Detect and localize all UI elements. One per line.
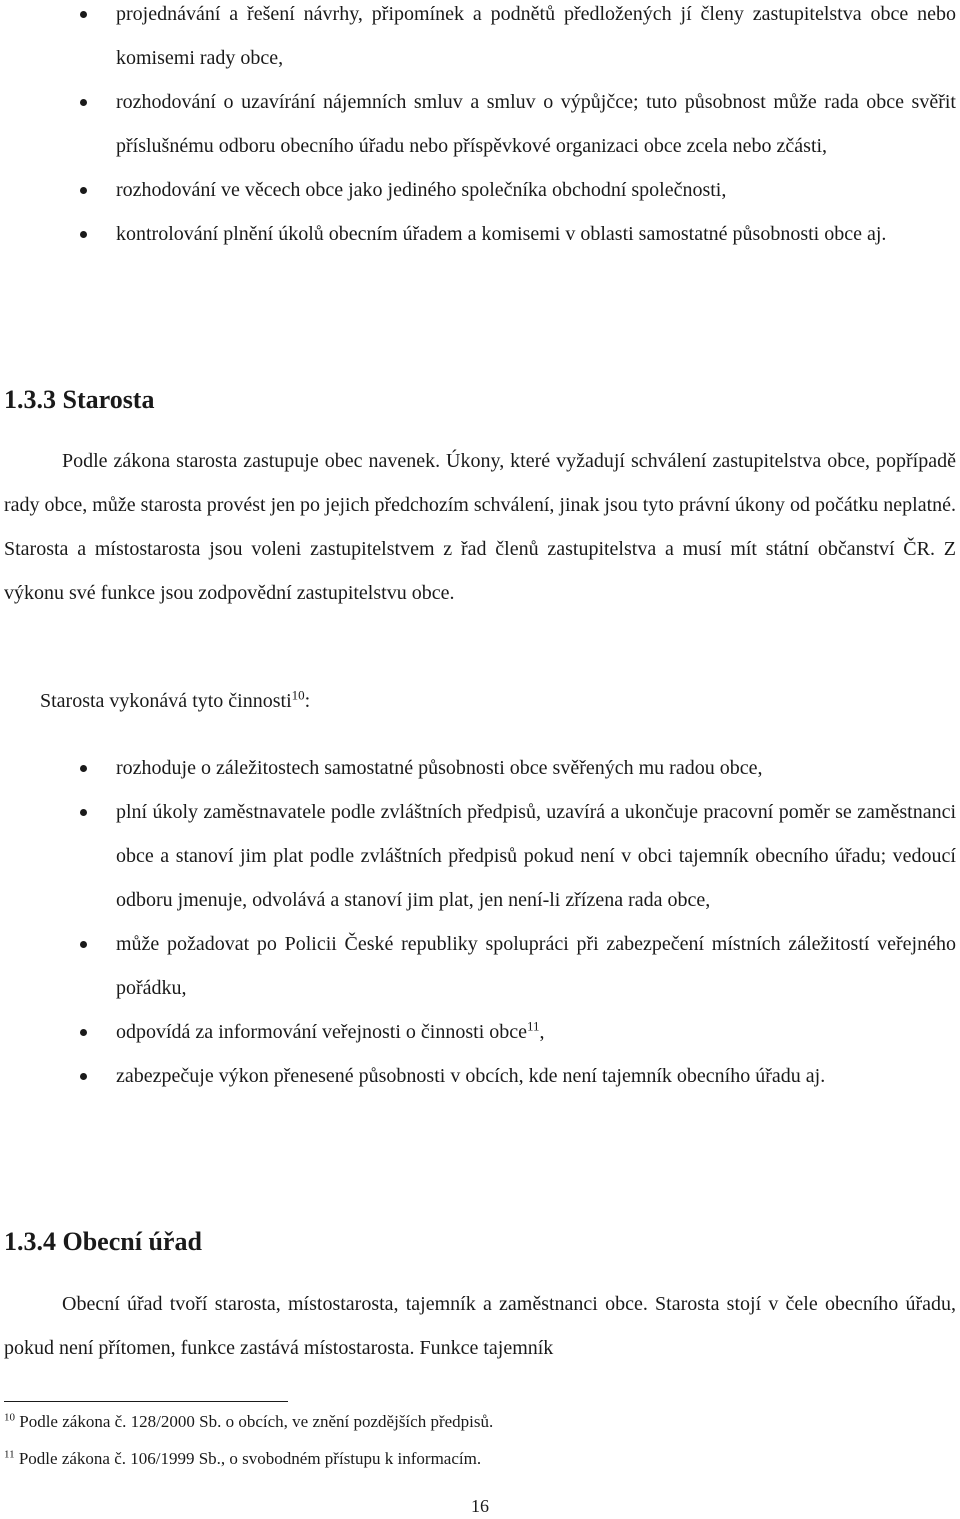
list-item: [0, 1010, 960, 1054]
list-item: [0, 0, 960, 80]
bullet-icon: [80, 99, 87, 106]
footnote: [4, 1411, 493, 1433]
footnote-number: 11: [4, 1448, 15, 1461]
footnote-ref: 11: [527, 1018, 540, 1034]
list-item: [0, 80, 960, 168]
page-number: 16: [471, 1496, 489, 1516]
list-item-text: zabezpečuje výkon přenesené působnosti v obcích, kde není tajemník obecního úřadu aj.: [116, 1065, 826, 1087]
section-heading-obecni-urad: 1.3.4 Obecní úřad: [4, 1227, 202, 1256]
footnote-text: Podle zákona č. 128/2000 Sb. o obcích, ve znění pozdějších předpisů.: [19, 1412, 494, 1431]
list-item-punct: ,: [539, 1021, 545, 1043]
list-item-text: rozhodování o uzavírání nájemních smluv a smluv o výpůjčce; tuto působnost může rada obce svěřit příslušnému odboru obecního úřadu nebo příspěvkové organizaci obce zcela nebo zčásti,: [116, 91, 956, 157]
list-item-text: plní úkoly zaměstnavatele podle zvláštních předpisů, uzavírá a ukončuje pracovní poměr se zaměstnanci obce a stanoví jim plat podle zvláštních předpisů pokud není v obci tajemník obecního úřadu; vedoucí odboru jmenuje, odvolává a stanoví jim plat, jen není-li zřízena rada obce,: [116, 801, 956, 911]
list-item-text: může požadovat po Policii České republiky spolupráci při zabezpečení místních záležitostí veřejného pořádku,: [116, 933, 956, 999]
footnote-divider: [4, 1401, 288, 1402]
mayor-duties-list: [0, 746, 960, 1098]
bullet-icon: [80, 1029, 87, 1036]
bullet-icon: [80, 941, 87, 948]
bullet-icon: [80, 11, 87, 18]
list-item: [0, 1054, 960, 1098]
paragraph-text: Obecní úřad tvoří starosta, místostarosta, tajemník a zaměstnanci obce. Starosta stojí v čele obecního úřadu, pokud není přítomen, funkce zastává místostarosta. Funkce tajemník: [4, 1293, 956, 1359]
footnote: [4, 1448, 481, 1470]
obecni-urad-paragraph: [4, 1282, 956, 1370]
intro-text: Starosta vykonává tyto činnosti: [40, 690, 292, 712]
bullet-icon: [80, 187, 87, 194]
bullet-icon: [80, 765, 87, 772]
bullet-icon: [80, 1073, 87, 1080]
footnote-ref: 10: [291, 687, 305, 703]
footnote-text: Podle zákona č. 106/1999 Sb., o svobodném přístupu k informacím.: [18, 1449, 482, 1468]
list-item-text: kontrolování plnění úkolů obecním úřadem a komisemi v oblasti samostatné působnosti obce aj.: [116, 223, 887, 245]
list-item: [0, 922, 960, 1010]
list-item: [0, 212, 960, 256]
list-item-text: odpovídá za informování veřejnosti o činnosti obce: [116, 1021, 528, 1043]
duties-intro: [40, 679, 310, 723]
footnote-number: 10: [4, 1411, 15, 1424]
list-item-text: rozhodování ve věcech obce jako jediného společníka obchodní společnosti,: [116, 179, 727, 201]
list-item-text: projednávání a řešení návrhy, připomínek a podnětů předložených jí členy zastupitelstva obce nebo komisemi rady obce,: [116, 3, 956, 69]
list-item: [0, 746, 960, 790]
council-duties-list: [0, 0, 960, 256]
list-item: [0, 168, 960, 212]
list-item-text: rozhoduje o záležitostech samostatné působnosti obce svěřených mu radou obce,: [116, 757, 763, 779]
bullet-icon: [80, 809, 87, 816]
paragraph-text: Podle zákona starosta zastupuje obec navenek. Úkony, které vyžadují schválení zastupitelstva obce, popřípadě rady obce, může starosta provést jen po jejich předchozím schválení, jinak jsou tyto právní úkony od počátku neplatné. Starosta a místostarosta jsou voleni zastupitelstvem z řad členů zastupitelstva a musí mít státní občanství ČR. Z výkonu své funkce jsou zodpovědní zastupitelstvu obce.: [4, 450, 956, 604]
section-heading-starosta: 1.3.3 Starosta: [4, 385, 155, 414]
starosta-paragraph: [4, 439, 956, 615]
intro-colon: :: [304, 690, 311, 712]
bullet-icon: [80, 231, 87, 238]
list-item: [0, 790, 960, 922]
